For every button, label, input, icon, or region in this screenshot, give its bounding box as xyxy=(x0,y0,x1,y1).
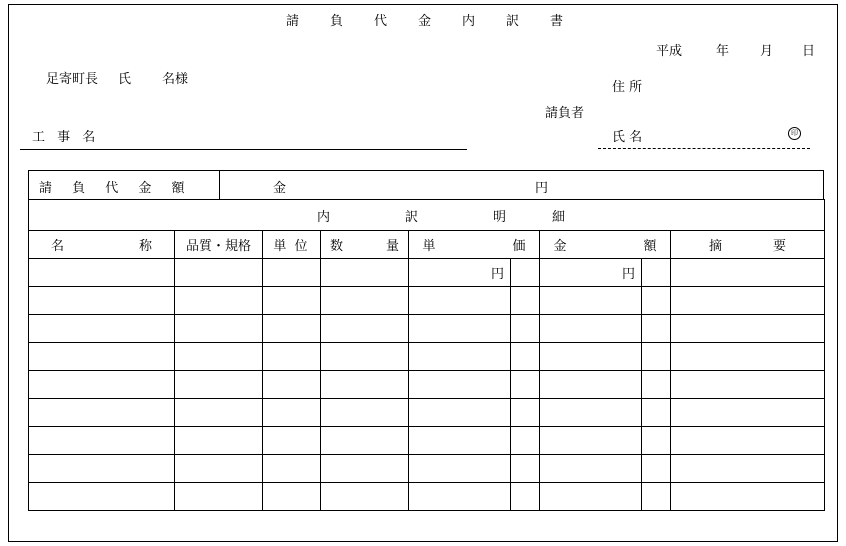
details-table xyxy=(28,199,825,511)
quantity-cell[interactable] xyxy=(321,455,409,483)
header-amount xyxy=(540,231,671,259)
name-cell[interactable] xyxy=(29,399,175,427)
quantity-cell[interactable] xyxy=(321,427,409,455)
quantity-cell[interactable] xyxy=(321,315,409,343)
header-name-char: 名 xyxy=(50,239,64,254)
addressee-honorific-2: 名様 xyxy=(162,72,189,87)
header-quantity-char: 量 xyxy=(385,239,399,254)
amount-fraction-cell[interactable] xyxy=(642,371,671,399)
unit-price-cell[interactable] xyxy=(409,483,511,511)
addressee-honorific-1: 氏 xyxy=(118,72,132,87)
header-remarks-char: 要 xyxy=(772,239,786,254)
header-unit-price-char: 価 xyxy=(512,239,526,254)
quality-cell[interactable] xyxy=(175,399,263,427)
quality-cell[interactable] xyxy=(175,483,263,511)
table-row xyxy=(29,287,825,315)
unit-price-fraction-cell[interactable] xyxy=(511,455,540,483)
unit-cell[interactable] xyxy=(263,371,321,399)
name-cell[interactable] xyxy=(29,259,175,287)
amount-fraction-cell[interactable] xyxy=(642,287,671,315)
unit-price-cell[interactable] xyxy=(409,287,511,315)
name-label: 氏 名 xyxy=(612,130,643,145)
table-row xyxy=(29,371,825,399)
name-cell[interactable] xyxy=(29,315,175,343)
unit-price-cell[interactable] xyxy=(409,259,511,287)
amount-cell[interactable] xyxy=(540,287,642,315)
detail-rows xyxy=(29,259,825,511)
unit-price-fraction-cell[interactable] xyxy=(511,483,540,511)
unit-cell[interactable] xyxy=(263,455,321,483)
project-underline xyxy=(20,149,467,150)
quality-cell[interactable] xyxy=(175,287,263,315)
quality-cell[interactable] xyxy=(175,259,263,287)
table-row xyxy=(29,399,825,427)
quality-cell[interactable] xyxy=(175,455,263,483)
remarks-cell[interactable] xyxy=(671,455,825,483)
amount-currency: 円 xyxy=(621,267,635,282)
quantity-cell[interactable] xyxy=(321,287,409,315)
details-title xyxy=(29,200,825,231)
name-cell[interactable] xyxy=(29,343,175,371)
unit-price-cell[interactable] xyxy=(409,399,511,427)
unit-cell[interactable] xyxy=(263,427,321,455)
amount-unit: 円 xyxy=(535,181,549,196)
project-label: 工 事 名 xyxy=(32,130,100,145)
remarks-cell[interactable] xyxy=(671,259,825,287)
header-amount-char: 額 xyxy=(643,239,657,254)
amount-cell[interactable] xyxy=(540,399,642,427)
header-quantity-char: 数 xyxy=(329,239,343,254)
unit-price-currency: 円 xyxy=(490,267,504,282)
amount-fraction-cell[interactable] xyxy=(642,483,671,511)
unit-price-cell[interactable] xyxy=(409,315,511,343)
header-unit-price-char: 単 xyxy=(422,239,436,254)
seal-mark: 印 xyxy=(788,127,801,140)
date-year: 年 xyxy=(716,44,730,59)
title-char: 金 xyxy=(418,14,432,29)
name-underline xyxy=(598,148,810,149)
name-cell[interactable] xyxy=(29,287,175,315)
table-row xyxy=(29,343,825,371)
unit-cell[interactable] xyxy=(263,399,321,427)
remarks-cell[interactable] xyxy=(671,427,825,455)
amount-cell[interactable] xyxy=(540,371,642,399)
amount-divider xyxy=(219,171,220,199)
address-label: 住 所 xyxy=(612,80,643,95)
header-remarks-char: 摘 xyxy=(708,239,722,254)
amount-fraction-cell[interactable] xyxy=(642,259,671,287)
unit-cell[interactable] xyxy=(263,483,321,511)
name-cell[interactable] xyxy=(29,483,175,511)
title-char: 訳 xyxy=(506,14,520,29)
unit-price-cell[interactable] xyxy=(409,455,511,483)
unit-price-fraction-cell[interactable] xyxy=(511,287,540,315)
title-char: 負 xyxy=(330,14,344,29)
unit-cell[interactable] xyxy=(263,259,321,287)
name-cell[interactable] xyxy=(29,371,175,399)
remarks-cell[interactable] xyxy=(671,371,825,399)
amount-fraction-cell[interactable] xyxy=(642,399,671,427)
unit-price-fraction-cell[interactable] xyxy=(511,259,540,287)
unit-price-fraction-cell[interactable] xyxy=(511,343,540,371)
header-name-char: 称 xyxy=(138,239,152,254)
contract-amount-label: 請 負 代 金 額 xyxy=(39,181,193,196)
header-quantity xyxy=(321,231,409,259)
unit-price-fraction-cell[interactable] xyxy=(511,371,540,399)
amount-fraction-cell[interactable] xyxy=(642,343,671,371)
details-title-char: 内 xyxy=(316,209,330,225)
remarks-cell[interactable] xyxy=(671,399,825,427)
title-char: 書 xyxy=(550,14,564,29)
table-row xyxy=(29,483,825,511)
quantity-cell[interactable] xyxy=(321,399,409,427)
quantity-cell[interactable] xyxy=(321,371,409,399)
amount-prefix: 金 xyxy=(273,181,287,196)
amount-cell[interactable] xyxy=(540,259,642,287)
table-row xyxy=(29,315,825,343)
unit-price-fraction-cell[interactable] xyxy=(511,315,540,343)
details-title-char: 明 xyxy=(492,209,506,225)
remarks-cell[interactable] xyxy=(671,483,825,511)
quality-cell[interactable] xyxy=(175,343,263,371)
contractor-label: 請負者 xyxy=(545,106,585,121)
name-cell[interactable] xyxy=(29,427,175,455)
contract-amount-box xyxy=(28,170,824,200)
quantity-cell[interactable] xyxy=(321,343,409,371)
title-char: 代 xyxy=(374,14,388,29)
header-amount-char: 金 xyxy=(553,239,567,254)
unit-cell[interactable] xyxy=(263,343,321,371)
unit-price-cell[interactable] xyxy=(409,343,511,371)
unit-cell[interactable] xyxy=(263,287,321,315)
header-unit: 単 位 xyxy=(263,231,321,259)
title-char: 請 xyxy=(286,14,300,29)
amount-cell[interactable] xyxy=(540,483,642,511)
date-day: 日 xyxy=(802,44,816,59)
header-unit-price xyxy=(409,231,540,259)
quality-cell[interactable] xyxy=(175,427,263,455)
details-title-char: 細 xyxy=(551,209,565,225)
date-era: 平成 xyxy=(656,44,683,59)
header-name xyxy=(29,231,175,259)
amount-fraction-cell[interactable] xyxy=(642,455,671,483)
name-cell[interactable] xyxy=(29,455,175,483)
details-title-row xyxy=(29,200,825,231)
unit-price-cell[interactable] xyxy=(409,371,511,399)
amount-fraction-cell[interactable] xyxy=(642,315,671,343)
unit-price-cell[interactable] xyxy=(409,427,511,455)
header-remarks xyxy=(671,231,825,259)
amount-cell[interactable] xyxy=(540,343,642,371)
quantity-cell[interactable] xyxy=(321,483,409,511)
amount-cell[interactable] xyxy=(540,455,642,483)
quantity-cell[interactable] xyxy=(321,259,409,287)
quality-cell[interactable] xyxy=(175,315,263,343)
date-month: 月 xyxy=(760,44,774,59)
amount-fraction-cell[interactable] xyxy=(642,427,671,455)
title-char: 内 xyxy=(462,14,476,29)
form-title xyxy=(286,10,594,29)
column-header-row xyxy=(29,231,825,259)
details-title-char: 訳 xyxy=(404,209,418,225)
amount-cell[interactable] xyxy=(540,427,642,455)
unit-cell[interactable] xyxy=(263,315,321,343)
addressee-town: 足寄町長 xyxy=(46,72,99,87)
remarks-cell[interactable] xyxy=(671,287,825,315)
unit-price-fraction-cell[interactable] xyxy=(511,399,540,427)
unit-price-fraction-cell[interactable] xyxy=(511,427,540,455)
table-row xyxy=(29,455,825,483)
table-row xyxy=(29,427,825,455)
table-row xyxy=(29,259,825,287)
remarks-cell[interactable] xyxy=(671,315,825,343)
amount-cell[interactable] xyxy=(540,315,642,343)
quality-cell[interactable] xyxy=(175,371,263,399)
remarks-cell[interactable] xyxy=(671,343,825,371)
header-quality: 品質・規格 xyxy=(175,231,263,259)
